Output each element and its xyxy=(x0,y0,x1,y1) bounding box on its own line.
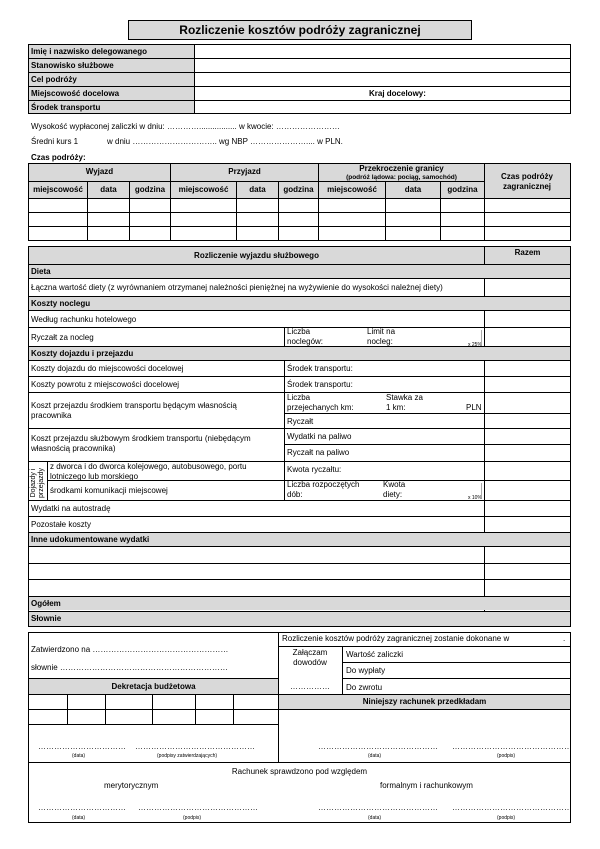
merit-date-label: (data) xyxy=(72,815,86,821)
nights-count-label: Liczba noclegów: xyxy=(287,327,324,346)
col-date: data xyxy=(100,185,117,194)
lump-label: Ryczałt xyxy=(287,417,314,426)
days-started-label: Liczba rozpoczętych dób: xyxy=(287,480,360,499)
formal-date-dots: ……………………………………… xyxy=(318,803,438,812)
checked-header: Rachunek sprawdzono pod względem xyxy=(231,767,368,776)
col-date: data xyxy=(249,185,266,194)
exchange-rate-label: Średni kurs 1 xyxy=(31,137,79,146)
other-costs-label: Pozostałe koszty xyxy=(31,520,92,529)
attach-label: Załączam dowodów xyxy=(292,648,328,667)
settle-dot: . xyxy=(563,634,566,643)
to-return-label: Do zwrotu xyxy=(346,683,383,692)
purpose-field[interactable] xyxy=(195,73,570,86)
pct25-label: x 25% xyxy=(468,342,482,348)
page-title: Rozliczenie kosztów podróży zagranicznej xyxy=(128,20,472,40)
col-place: miejscowość xyxy=(33,185,83,194)
departure-header: Wyjazd xyxy=(85,167,114,176)
merit-label: merytorycznym xyxy=(104,781,159,790)
position-label: Stanowisko służbowe xyxy=(31,61,114,70)
approved-line: Zatwierdzono na …………………………………………… xyxy=(31,645,229,654)
to-pay-label: Do wypłaty xyxy=(346,666,386,675)
fuel-expenses-label: Wydatki na paliwo xyxy=(287,432,352,441)
country-label: Kraj docelowy: xyxy=(369,89,426,98)
highway-label: Wydatki na autostradę xyxy=(31,504,111,513)
to-destination-label: Koszty dojazdu do miejscowości docelowej xyxy=(31,364,184,373)
sum-label: Ogółem xyxy=(31,599,61,608)
from-destination-label: Koszty powrotu z miejscowości docelowej xyxy=(31,380,180,389)
pln-label: PLN xyxy=(466,403,482,412)
submit-date-dots: ……………………………………… xyxy=(318,742,438,751)
name-field[interactable] xyxy=(195,45,570,58)
border-header: Przekroczenie granicy xyxy=(359,164,444,173)
approved-words-line: słownie ……………………………………………………… xyxy=(31,663,228,672)
hotel-bill-label: Według rachunku hotelowego xyxy=(31,315,137,324)
night-limit-label: Limit na nocleg: xyxy=(367,327,396,346)
border-subheader: (podróż lądowa: pociąg, samochód) xyxy=(346,174,457,181)
col-hour: godzina xyxy=(447,185,478,194)
merit-sign-label: (podpis) xyxy=(183,815,202,821)
duration-header: Czas podróży zagranicznej xyxy=(500,172,553,191)
km-count-label: Liczba przejechanych km: xyxy=(287,393,354,412)
merit-date-dots: …………………………… xyxy=(38,803,126,812)
approval-sign-label: (podpisy zatwierdzających) xyxy=(157,753,218,759)
budget-header: Dekretacja budżetowa xyxy=(111,682,196,691)
diet-total-label: Łączna wartość diety (z wyrównaniem otrzymanej należności pieniężnej na wyżywienie do wysokości należnej diety) xyxy=(31,283,443,292)
local-transport-label: środkami komunikacji miejscowej xyxy=(50,486,168,495)
approval-sign-dots: ……………………………………… xyxy=(135,742,255,751)
transport-means-label: Środek transportu: xyxy=(287,380,353,389)
formal-label: formalnym i rachunkowym xyxy=(380,781,473,790)
total-header: Razem xyxy=(514,248,541,257)
position-field[interactable] xyxy=(195,59,570,72)
diet-section: Dieta xyxy=(31,267,51,276)
settlement-header: Rozliczenie wyjazdu służbowego xyxy=(194,251,319,260)
pct10-label: x 10% xyxy=(468,495,482,501)
rate-per-km-label: Stawka za 1 km: xyxy=(386,393,423,412)
lump-lodging-label: Ryczałt za nocleg xyxy=(31,333,94,342)
station-label: z dworca i do dworca kolejowego, autobusowego, portu lotniczego lub morskiego xyxy=(50,462,247,481)
formal-sign-label: (podpis) xyxy=(497,815,516,821)
advance-line: Wysokość wypłaconej zaliczki w dniu: …………................. w kwocie: …………………… xyxy=(31,122,340,131)
attach-dots: …………… xyxy=(290,682,330,691)
formal-date-label: (data) xyxy=(368,815,382,821)
purpose-label: Cel podróży xyxy=(31,75,77,84)
submit-sign-label: (podpis) xyxy=(497,753,516,759)
lodging-section: Koszty noclegu xyxy=(31,299,91,308)
employer-transport-label: Koszt przejazdu służbowym środkiem transportu (niebędącym własnością pracownika) xyxy=(31,434,251,453)
lump-amount-label: Kwota ryczałtu: xyxy=(287,465,342,474)
transport-label: Środek transportu xyxy=(31,103,101,112)
destination-field[interactable] xyxy=(195,87,365,100)
merit-sign-dots: ……………………………………… xyxy=(138,803,258,812)
approval-date-label: (data) xyxy=(72,753,86,759)
col-date: data xyxy=(404,185,422,194)
name-label: Imię i nazwisko delegowanego xyxy=(31,47,148,56)
col-place: miejscowość xyxy=(327,185,377,194)
other-docs-section: Inne udokumentowane wydatki xyxy=(31,535,150,544)
submit-header: Niniejszy rachunek przedkładam xyxy=(362,697,487,706)
arrival-header: Przyjazd xyxy=(228,167,261,176)
fuel-lump-label: Ryczałt na paliwo xyxy=(287,448,350,457)
submit-date-label: (data) xyxy=(368,753,382,759)
formal-sign-dots: ……………………………………… xyxy=(452,803,572,812)
settle-text: Rozliczenie kosztów podróży zagranicznej zostanie dokonane w xyxy=(282,634,510,643)
private-vehicle-label: Koszt przejazdu środkiem transportu będącym własnością pracownika xyxy=(31,401,237,420)
col-hour: godzina xyxy=(134,185,166,194)
advance-value-label: Wartość zaliczki xyxy=(346,650,404,659)
approval-date-dots: …………………………… xyxy=(38,742,126,751)
words-label: Słownie xyxy=(31,614,62,623)
col-place: miejscowość xyxy=(178,185,229,194)
exchange-rate-line: w dniu ………………………….. wg NBP ………………….... w PLN. xyxy=(107,137,343,146)
submit-sign-dots: ……………………………………… xyxy=(452,742,572,751)
travel-time-label: Czas podróży: xyxy=(31,153,86,162)
transport-field[interactable] xyxy=(195,101,570,113)
destination-label: Miejscowość docelowa xyxy=(31,89,120,98)
diet-amount-label: Kwota diety: xyxy=(383,480,406,499)
col-hour: godzina xyxy=(283,185,314,194)
commute-section: Koszty dojazdu i przejazdu xyxy=(31,349,134,358)
vertical-commute-label: Dojazdy i przejazdy xyxy=(30,468,45,498)
transport-means-label: Środek transportu: xyxy=(287,364,353,373)
